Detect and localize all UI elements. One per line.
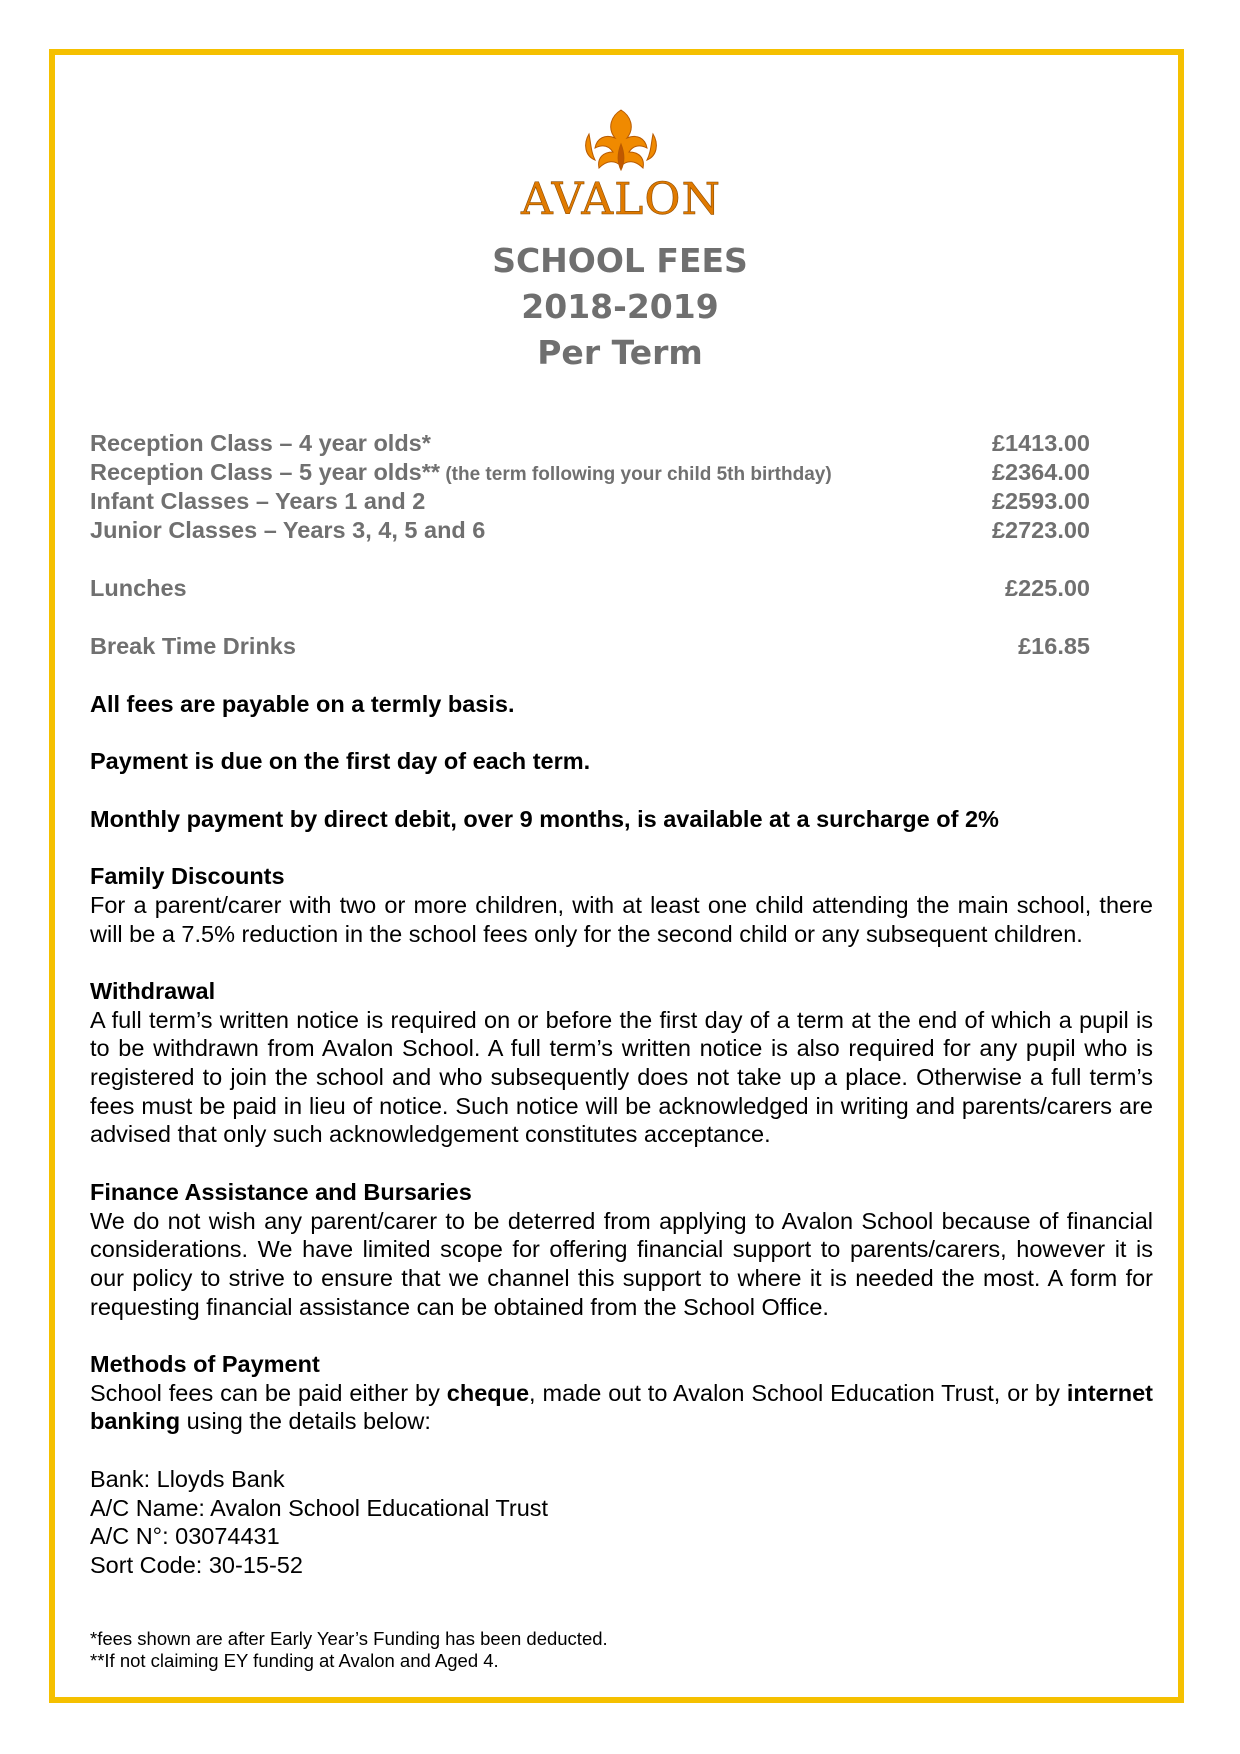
account-number: A/C N°: 03074431 — [90, 1523, 280, 1550]
fee-table — [90, 430, 1090, 662]
extra-price: £16.85 — [1018, 633, 1090, 659]
fee-price: £1413.00 — [991, 430, 1090, 456]
fee-label: Infant Classes – Years 1 and 2 — [90, 488, 426, 514]
withdrawal-heading: Withdrawal — [90, 977, 216, 1004]
terms-body — [90, 690, 1153, 1580]
payment-methods-text: School fees can be paid either by cheque, made out to Avalon School Education Trust, or by internet banking using the details below: — [90, 1379, 1153, 1435]
finance-heading: Finance Assistance and Bursaries — [90, 1178, 472, 1205]
footnotes — [90, 1628, 608, 1672]
title-line-2: 2018-2019 — [521, 287, 719, 326]
fee-row — [90, 459, 1090, 488]
extra-row-drinks — [90, 633, 1090, 662]
extra-price: £225.00 — [1005, 575, 1090, 601]
avalon-logo — [509, 104, 733, 220]
statement-due-date: Payment is due on the first day of each term. — [90, 748, 591, 775]
payment-methods-heading: Methods of Payment — [90, 1351, 320, 1378]
svg-text:AVALON: AVALON — [521, 174, 721, 220]
cheque-term: cheque — [446, 1379, 530, 1406]
fee-price: £2723.00 — [991, 517, 1090, 543]
finance-text: We do not wish any parent/carer to be deterred from applying to Avalon School because of financial considerations. We have limited scope for offering financial support to parents/carers, however it is our policy to strive to ensure that we channel this support to where it is needed the most. A form for requesting financial assistance can be obtained from the School Office. — [90, 1207, 1153, 1320]
account-name: A/C Name: Avalon School Educational Trust — [90, 1494, 549, 1521]
internet-banking-term: internet banking — [90, 1379, 1153, 1435]
statement-direct-debit: Monthly payment by direct debit, over 9 months, is available at a surcharge of 2% — [90, 805, 999, 832]
fee-label: Reception Class – 4 year olds* — [90, 430, 431, 456]
title-line-1: SCHOOL FEES — [492, 241, 748, 280]
footnote: *fees shown are after Early Year’s Funding has been deducted. — [90, 1628, 608, 1649]
extra-row-lunches — [90, 575, 1090, 604]
fee-row — [90, 430, 1090, 459]
extra-label: Break Time Drinks — [90, 633, 296, 659]
phoenix-icon — [509, 104, 733, 220]
fee-row — [90, 488, 1090, 517]
fee-row — [90, 517, 1090, 546]
fee-note: (the term following your child 5th birthday) — [440, 464, 832, 485]
family-discounts-heading: Family Discounts — [90, 863, 285, 890]
statement-termly: All fees are payable on a termly basis. — [90, 691, 515, 717]
fee-label: Junior Classes – Years 3, 4, 5 and 6 — [90, 517, 486, 543]
bank-name: Bank: Lloyds Bank — [90, 1465, 285, 1492]
sort-code: Sort Code: 30-15-52 — [90, 1551, 303, 1578]
footnote: **If not claiming EY funding at Avalon and Aged 4. — [90, 1650, 499, 1671]
title-line-3: Per Term — [537, 333, 703, 372]
family-discounts-text: For a parent/carer with two or more children, with at least one child attending the main school, there will be a 7.5% reduction in the school fees only for the second child or any subsequent children. — [90, 891, 1153, 947]
extra-label: Lunches — [90, 575, 187, 601]
withdrawal-text: A full term’s written notice is required on or before the first day of a term at the end of which a pupil is to be withdrawn from Avalon School. A full term’s written notice is also required for any pupil who is registered to join the school and who subsequently does not take up a place. Otherwise a full term’s fees must be paid in lieu of notice. Such notice will be acknowledged in writing and parents/carers are advised that only such acknowledgement constitutes acceptance. — [90, 1006, 1153, 1148]
fee-label: Reception Class – 5 year olds** — [90, 459, 441, 485]
document-title — [420, 238, 820, 376]
fee-price: £2593.00 — [991, 488, 1090, 514]
fee-price: £2364.00 — [991, 459, 1090, 485]
